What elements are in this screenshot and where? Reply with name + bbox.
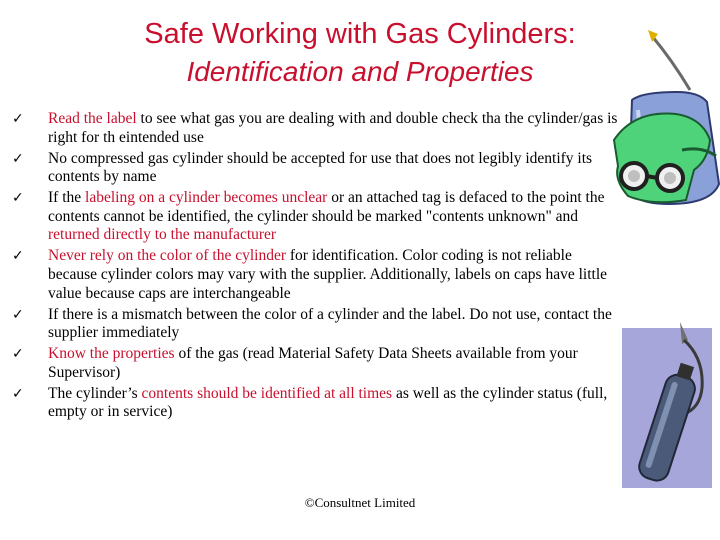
checkmark-icon: ✓ (12, 111, 24, 127)
slide-subtitle: Identification and Properties (186, 56, 534, 87)
checkmark-icon: ✓ (12, 346, 24, 363)
bullet-text: If there is a mismatch between the color of a cylinder and the label. Do not use, contact the supplier immediately (48, 305, 612, 342)
highlighted-text: returned directly to the manufacturer (48, 226, 277, 244)
bullet-text: or an attached tag is defaced to the point the contents cannot be identified, the cylinder should be marked "contents unknown" and (48, 189, 605, 225)
bullet-text: No compressed gas cylinder should be accepted for use that does not legibly identify its contents by name (48, 149, 593, 186)
highlighted-text: labeling on a cylinder becomes unclear (85, 189, 328, 207)
bullet-item (12, 345, 620, 382)
checkmark-icon: ✓ (12, 248, 24, 265)
bullet-text: to see what gas you are dealing with and double check tha the cylinder/gas is right for th eintended use (48, 110, 618, 146)
bullet-item (12, 189, 620, 245)
bullet-text: If the (48, 189, 86, 207)
bullet-item (12, 247, 620, 303)
highlighted-text: Read the label (48, 110, 137, 127)
bullet-text: The cylinder’s (48, 384, 142, 402)
bullet-item (12, 150, 620, 187)
bullet-text: of the gas (read Material Safety Data Sheets available from your Supervisor) (48, 345, 578, 381)
copyright-footer: ©Consultnet Limited (304, 495, 416, 510)
bullet-text: as well as the cylinder status (full, empty or in service) (48, 384, 608, 421)
checkmark-icon: ✓ (12, 306, 24, 323)
checkmark-icon: ✓ (12, 385, 24, 402)
gas-cylinder-goggles-icon (612, 30, 720, 208)
bullet-text: for identification. Color coding is not reliable because cylinder colors may vary with the supplier. Additionally, labels on caps have little value because caps are interchangeable (48, 247, 607, 302)
highlighted-text: contents should be identified at all times (141, 384, 393, 402)
bullet-item (12, 385, 620, 422)
bullet-item (12, 110, 620, 147)
gas-cylinder-torch-icon (618, 318, 716, 490)
bullet-list (12, 110, 620, 424)
slide-title: Safe Working with Gas Cylinders: (144, 18, 576, 50)
checkmark-icon: ✓ (12, 150, 24, 167)
checkmark-icon: ✓ (12, 190, 24, 207)
highlighted-text: Know the properties (48, 345, 175, 363)
bullet-item (12, 306, 620, 343)
highlighted-text: Never rely on the color of the cylinder (48, 247, 287, 265)
